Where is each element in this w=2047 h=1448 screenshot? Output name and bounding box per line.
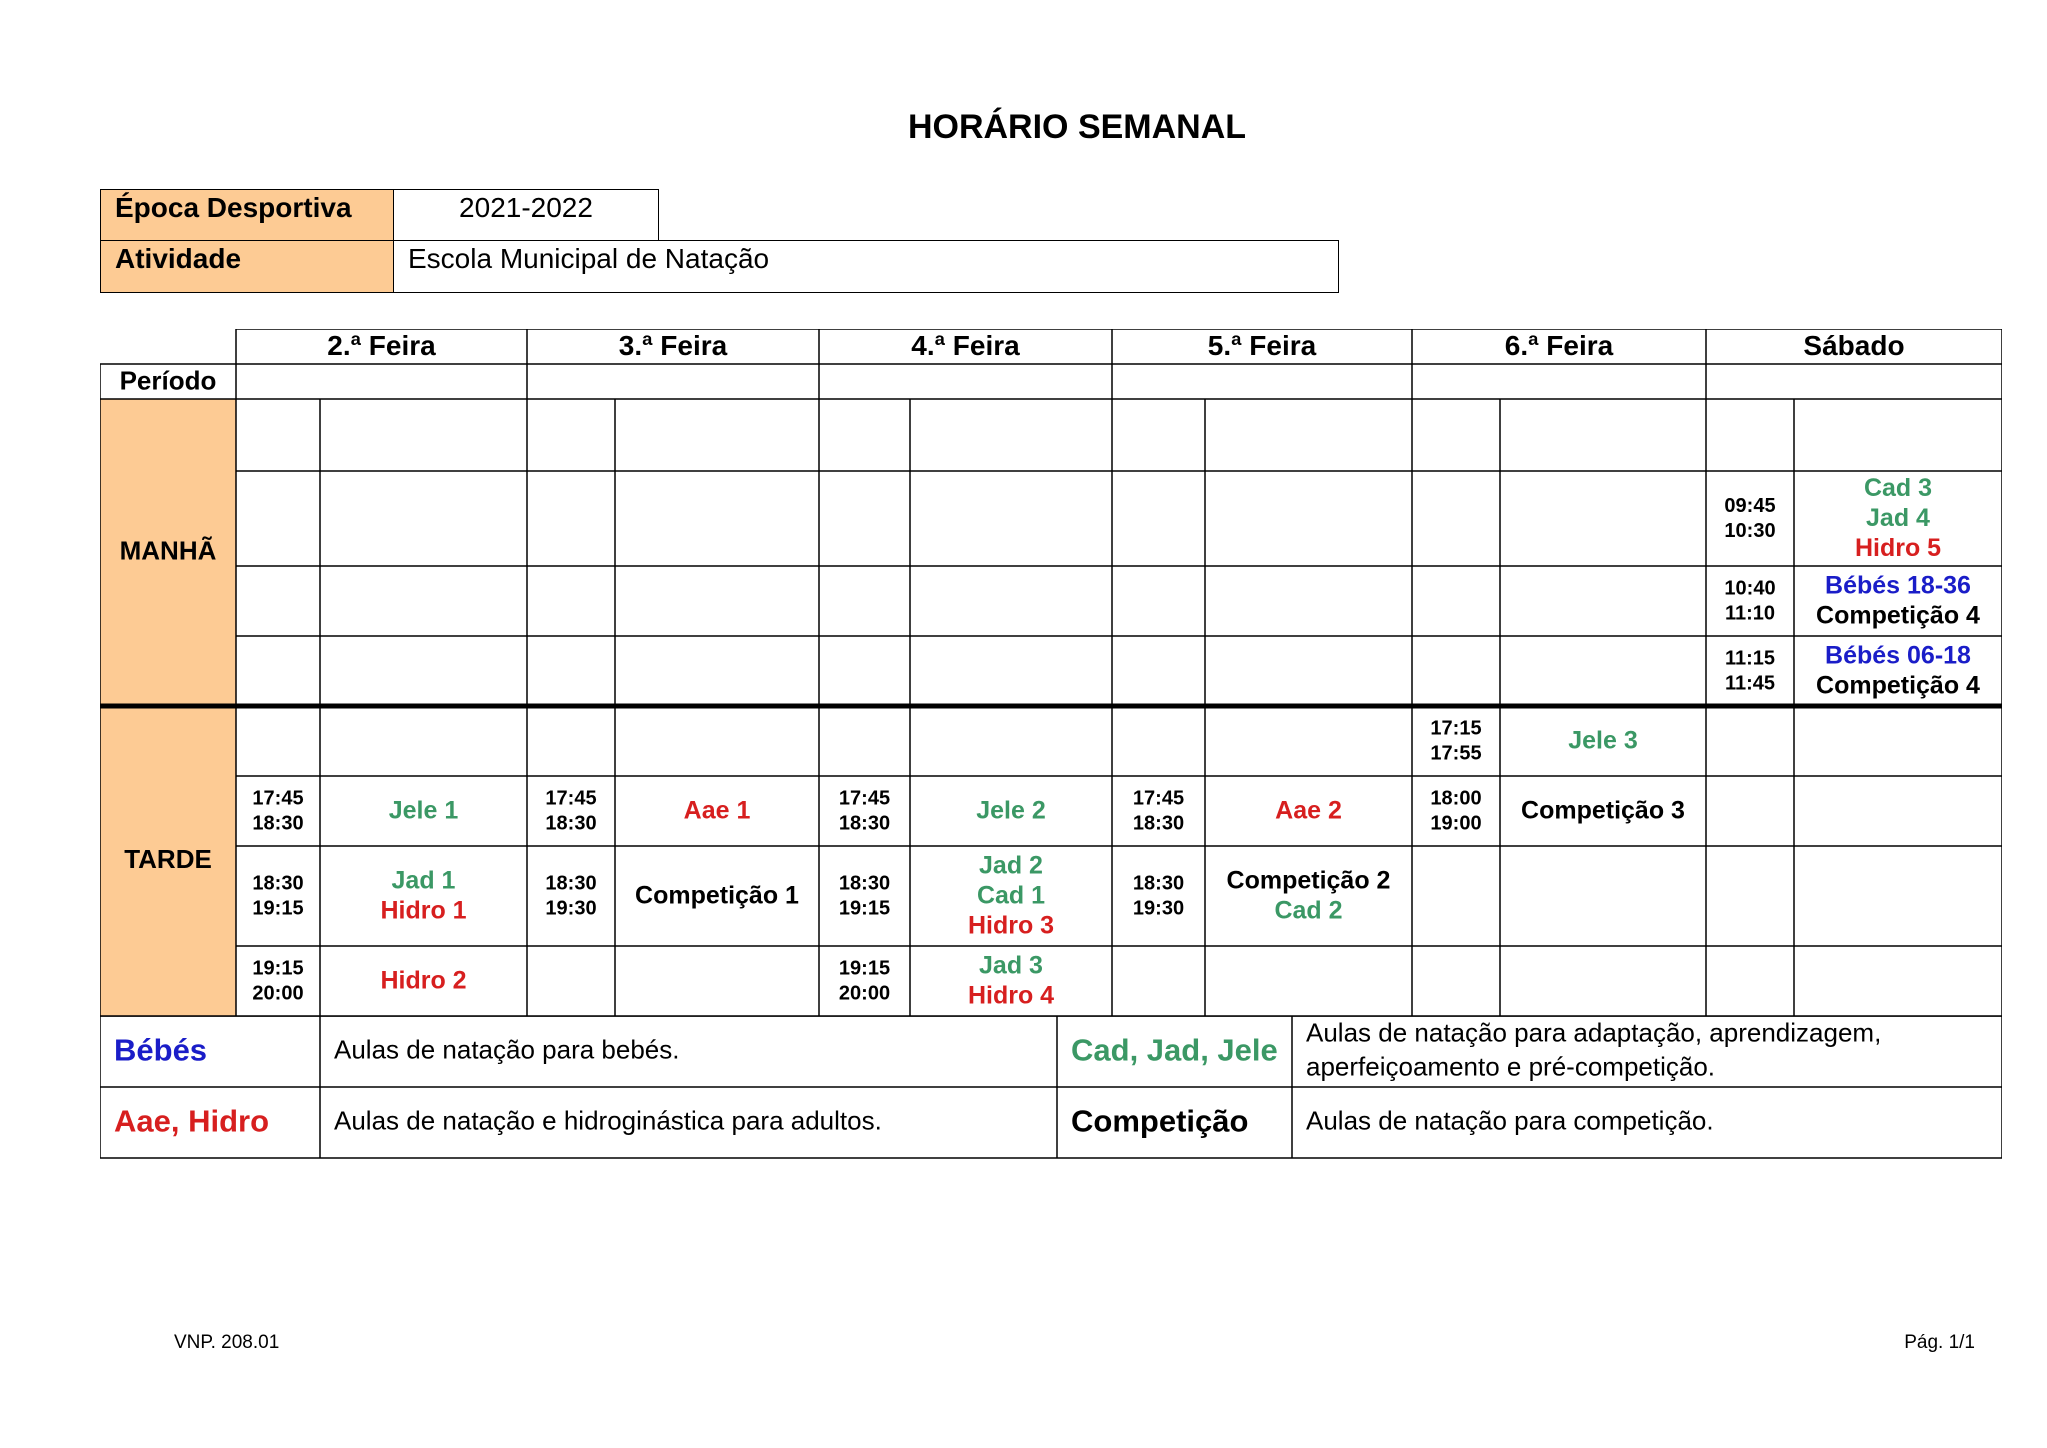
period-label-1: TARDE — [124, 843, 212, 874]
legend-term-3: Competição — [1071, 1103, 1249, 1139]
slot-end-time: 10:30 — [1724, 519, 1776, 542]
legend-term-0: Bébés — [114, 1032, 208, 1068]
slot-end-time: 18:30 — [1132, 812, 1185, 835]
slot-start-time: 18:30 — [1132, 872, 1185, 895]
slot-start-time: 19:15 — [252, 957, 304, 980]
class-label: Jele 1 — [388, 796, 459, 825]
slot-start-time: 17:15 — [1430, 717, 1482, 740]
class-label: Hidro 3 — [967, 911, 1055, 940]
slot-end-time: 19:00 — [1430, 812, 1482, 835]
atividade-value: Escola Municipal de Natação — [393, 240, 1339, 293]
legend-desc-3: Aulas de natação para competição. — [1306, 1105, 1714, 1136]
slot-start-time: 18:00 — [1430, 787, 1482, 810]
legend-term-2: Aae, Hidro — [114, 1103, 270, 1139]
legend-desc-0: Aulas de natação para bebés. — [334, 1034, 680, 1065]
day-header-4: 6.ª Feira — [1504, 329, 1614, 361]
class-label: Cad 3 — [1863, 474, 1933, 503]
class-label: Competição 4 — [1816, 601, 1980, 630]
class-label: Cad 2 — [1274, 896, 1343, 925]
slot-end-time: 11:45 — [1724, 672, 1776, 695]
class-label: Hidro 2 — [380, 966, 467, 995]
slot-end-time: 19:15 — [838, 897, 891, 920]
class-label: Aae 1 — [683, 796, 751, 825]
slot-end-time: 19:30 — [545, 897, 597, 920]
legend-term-1: Cad, Jad, Jele — [1071, 1032, 1278, 1068]
epoca-label: Época Desportiva — [100, 189, 394, 241]
day-header-1: 3.ª Feira — [618, 329, 728, 361]
class-label: Competição 3 — [1521, 796, 1685, 825]
slot-end-time: 11:10 — [1724, 602, 1776, 625]
slot-start-time: 19:15 — [838, 957, 891, 980]
legend-desc-1: Aulas de natação para adaptação, aprendizagem, — [1306, 1017, 1882, 1048]
slot-start-time: 17:45 — [838, 787, 891, 810]
slot-start-time: 17:45 — [252, 787, 304, 810]
class-label: Competição 1 — [635, 881, 799, 910]
day-header-5: Sábado — [1803, 329, 1905, 361]
slot-start-time: 18:30 — [838, 872, 891, 895]
slot-end-time: 20:00 — [252, 982, 304, 1005]
class-label: Competição 2 — [1226, 866, 1391, 895]
class-label: Aae 2 — [1275, 796, 1342, 825]
slot-end-time: 20:00 — [838, 982, 891, 1005]
slot-start-time: 18:30 — [252, 872, 304, 895]
class-label: Jad 1 — [391, 866, 456, 895]
day-header-3: 5.ª Feira — [1207, 329, 1317, 361]
epoca-value: 2021-2022 — [393, 189, 659, 241]
slot-start-time: 18:30 — [545, 872, 597, 895]
class-label: Hidro 4 — [967, 981, 1055, 1010]
slot-end-time: 17:55 — [1430, 742, 1482, 765]
day-header-0: 2.ª Feira — [327, 329, 436, 361]
page-title: HORÁRIO SEMANAL — [907, 108, 1247, 146]
legend-desc-1: aperfeiçoamento e pré-competição. — [1306, 1051, 1716, 1082]
class-label: Jele 2 — [976, 796, 1046, 825]
slot-end-time: 18:30 — [252, 812, 304, 835]
slot-start-time: 17:45 — [545, 787, 597, 810]
legend-table — [100, 1016, 2002, 1159]
slot-end-time: 19:30 — [1132, 897, 1185, 920]
footer-page: Pág. 1/1 — [1904, 1332, 1975, 1353]
class-label: Bébés 06-18 — [1825, 641, 1971, 670]
slot-start-time: 11:15 — [1724, 647, 1776, 670]
slot-end-time: 18:30 — [545, 812, 597, 835]
day-header-2: 4.ª Feira — [911, 329, 1020, 361]
slot-start-time: 17:45 — [1132, 787, 1185, 810]
period-label-0: MANHÃ — [119, 535, 217, 566]
class-label: Jad 3 — [979, 951, 1043, 980]
class-label: Bébés 18-36 — [1825, 571, 1971, 600]
class-label: Hidro 1 — [380, 896, 467, 925]
class-label: Jele 3 — [1568, 726, 1638, 755]
slot-end-time: 19:15 — [252, 897, 304, 920]
legend-desc-2: Aulas de natação e hidroginástica para adultos. — [334, 1105, 882, 1136]
class-label: Hidro 5 — [1854, 534, 1942, 563]
weekly-schedule-table — [100, 329, 2002, 1017]
class-label: Cad 1 — [976, 881, 1046, 910]
footer-code: VNP. 208.01 — [174, 1332, 280, 1353]
periodo-label: Período — [119, 365, 217, 396]
atividade-label: Atividade — [100, 240, 394, 293]
class-label: Competição 4 — [1816, 671, 1980, 700]
slot-start-time: 09:45 — [1724, 494, 1776, 517]
slot-start-time: 10:40 — [1724, 577, 1776, 600]
class-label: Jad 2 — [979, 851, 1043, 880]
slot-end-time: 18:30 — [838, 812, 891, 835]
class-label: Jad 4 — [1866, 504, 1930, 533]
